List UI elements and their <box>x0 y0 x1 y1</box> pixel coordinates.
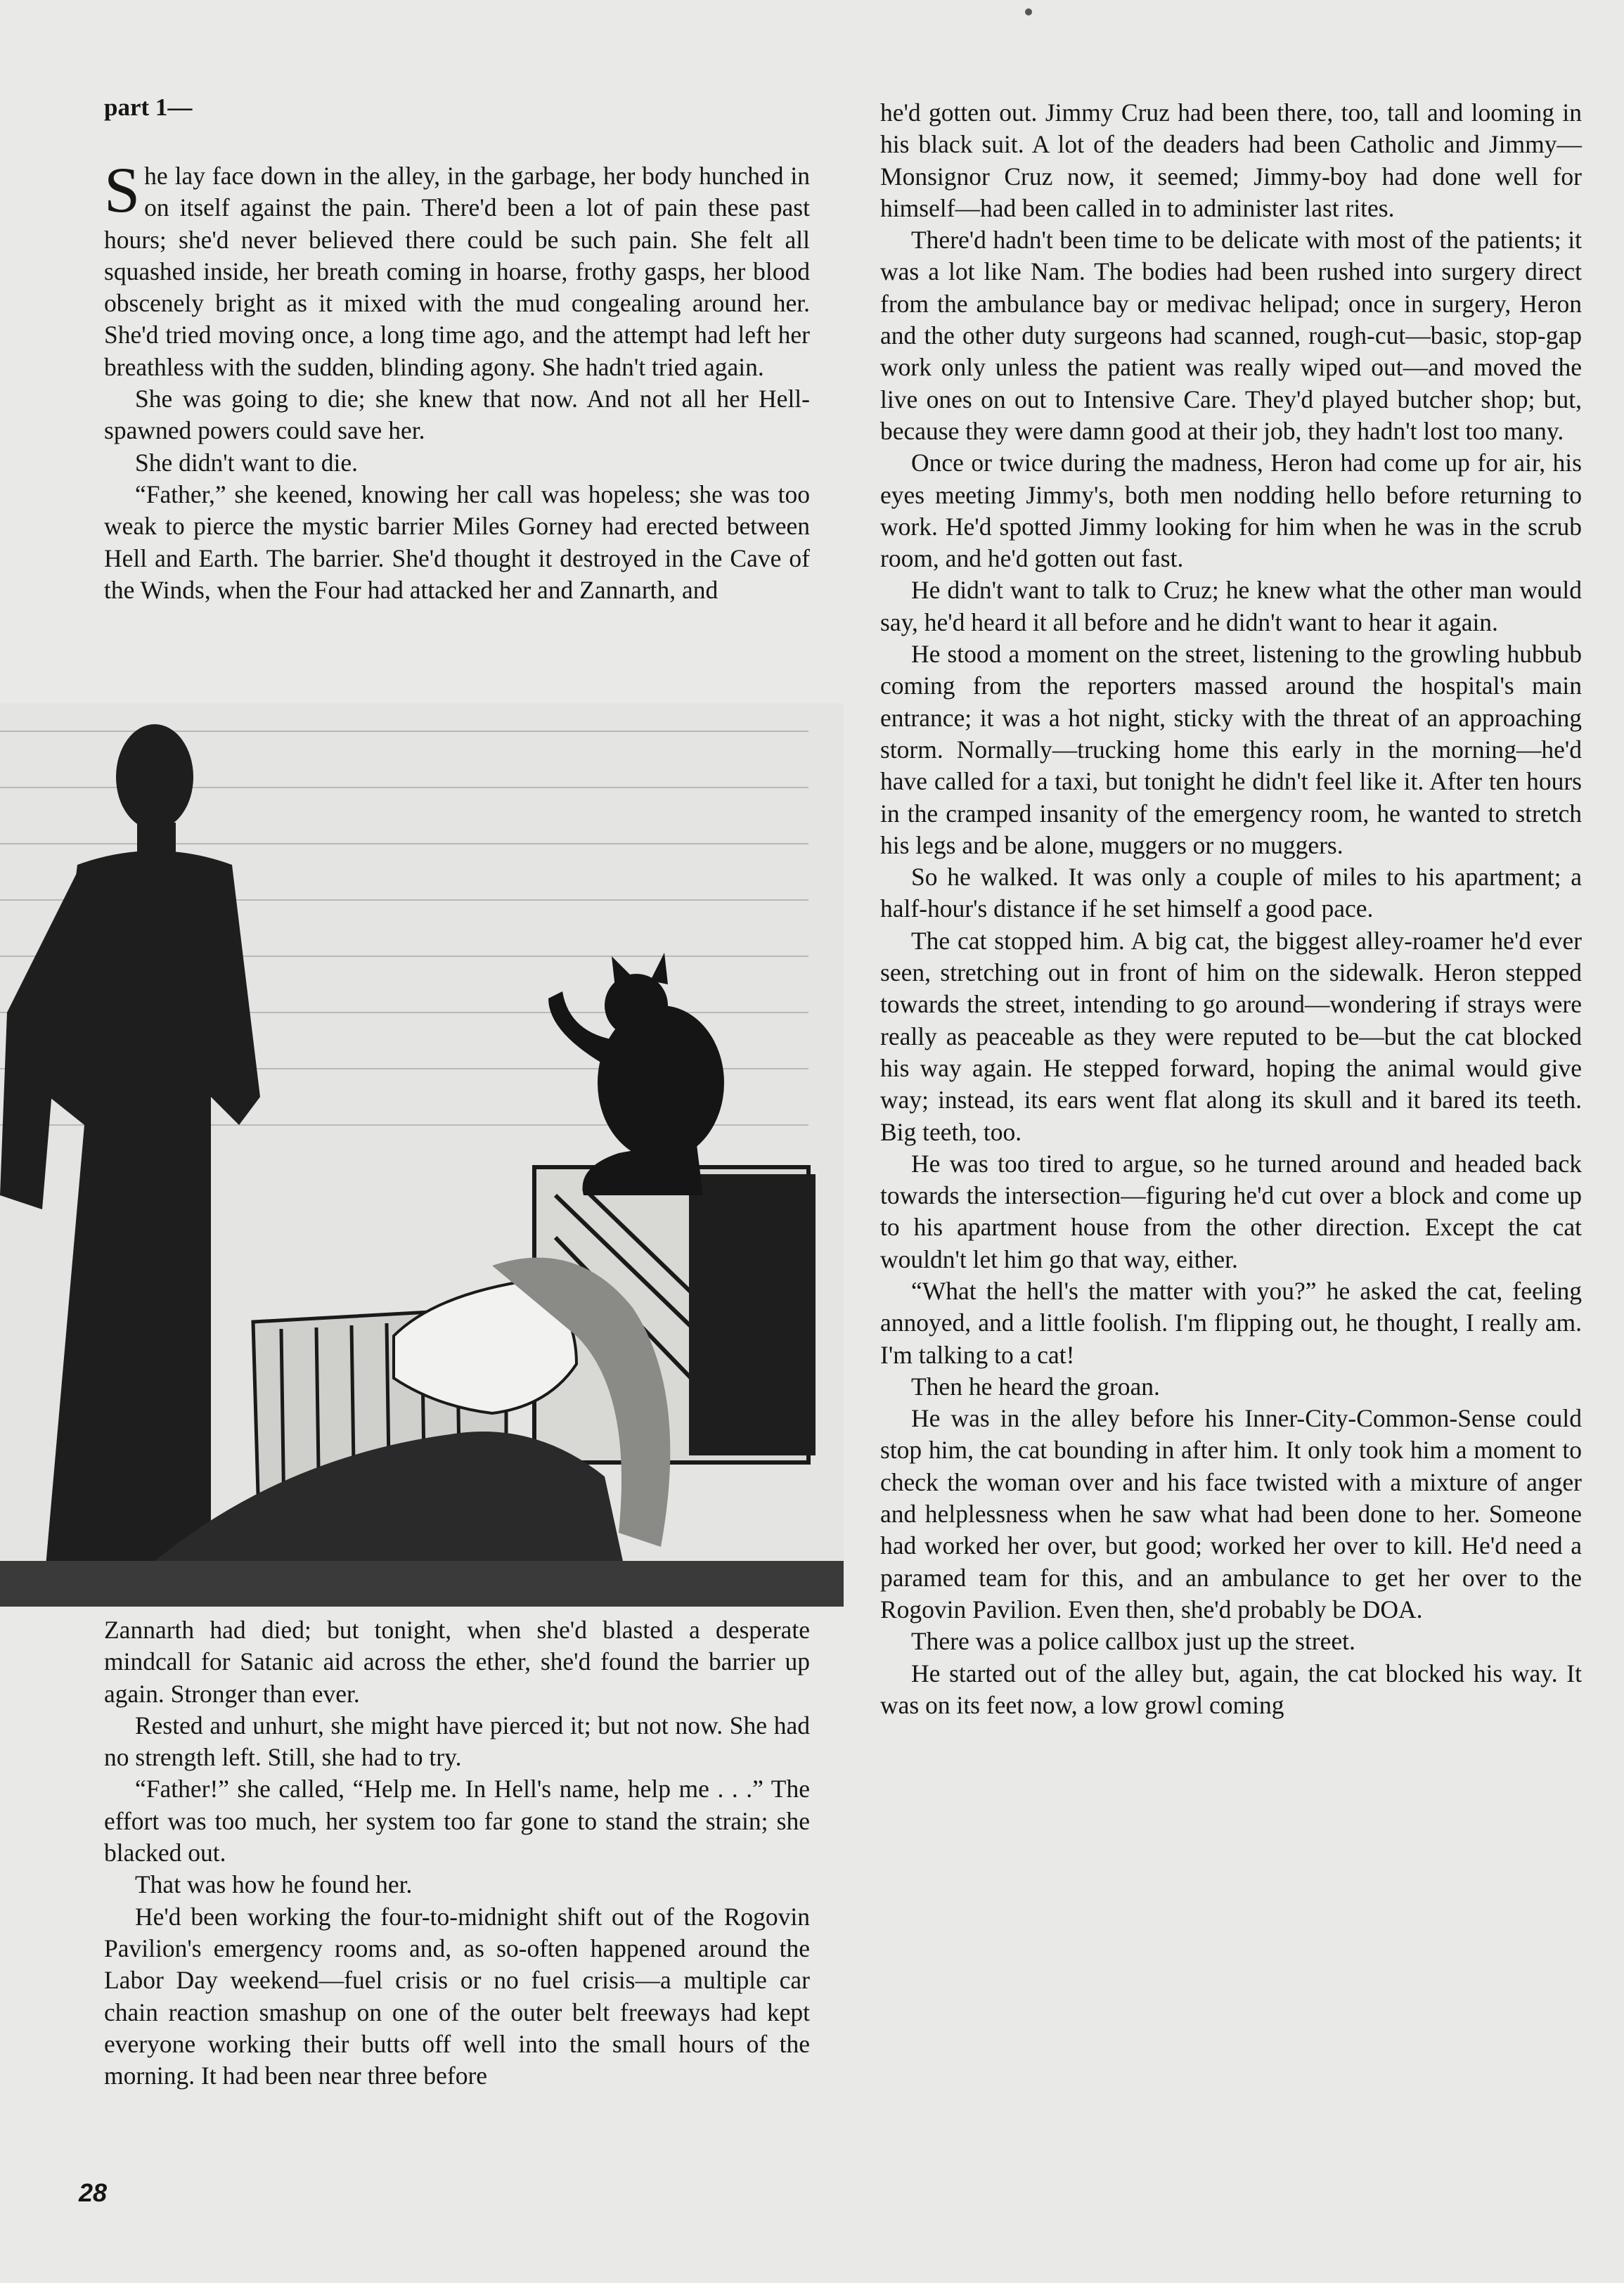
paragraph: He didn't want to talk to Cruz; he knew what the other man would say, he'd heard it all before and he didn't want to hear it again. <box>880 576 1582 636</box>
paragraph: There'd hadn't been time to be delicate with most of the patients; it was a lot like Nam. The bodies had been rushed into surgery direct from the ambulance bay or medivac helipad; once in surgery, Heron and the other duty surgeons had scanned, rough-cut—basic, stop-gap work only unless the patient was really wiped out—and moved the live ones on out to Intensive Care. They'd played butcher shop; but, because they were damn good at their job, they hadn't lost too many. <box>880 226 1582 445</box>
crate-shadow <box>689 1174 816 1455</box>
paragraph: The cat stopped him. A big cat, the biggest alley-roamer he'd ever seen, stretching out in front of him on the sidewalk. Heron stepped towards the street, intending to go around—wondering if strays were really as peaceable as they were reputed to be—but the cat blocked his way again. He stepped forward, hoping the animal would give way; instead, its ears went flat along its skull and it bared its teeth. Big teeth, too. <box>880 926 1582 1146</box>
page-number: 28 <box>79 2178 108 2207</box>
paragraph: He was in the alley before his Inner-City-Common-Sense could stop him, the cat bounding in after him. It only took him a moment to check the woman over and his face twisted with a mixture of anger and helplessness when he saw what had been done to her. Someone had worked her over, but good; worked her over to kill. He'd need a paramed team for this, and an ambulance to get her over to the Rogovin Pavilion. Even then, she'd probably be DOA. <box>880 1404 1582 1623</box>
paragraph: He started out of the alley but, again, the cat blocked his way. It was on its feet now, a low growl coming <box>880 1659 1582 1719</box>
paragraph: “What the hell's the matter with you?” he asked the cat, feeling annoyed, and a little foolish. I'm flipping out, he thought, I really am. I'm talking to a cat! <box>880 1276 1582 1369</box>
left-column-bottom <box>104 1614 810 2092</box>
section-heading: part 1— <box>104 94 193 121</box>
drop-cap: S <box>104 154 141 226</box>
paragraph: Zannarth had died; but tonight, when she'd blasted a desperate mindcall for Satanic aid across the ether, she'd found the barrier up again. Stronger than ever. <box>104 1616 810 1708</box>
ink-speck <box>1025 8 1032 15</box>
opening-text: he lay face down in the alley, in the garbage, her body hunched in on itself against the pain. There'd been a lot of pain these past hours; she'd never believed there could be such pain. She felt all squashed inside, her breath coming in hoarse, frothy gasps, her blood obscenely bright as it mixed with the mud congealing around her. She'd tried moving once, a long time ago, and the attempt had left her breathless with the sudden, blinding agony. She hadn't tried again. <box>104 162 810 381</box>
right-column <box>880 97 1582 1721</box>
paragraph: “Father,” she keened, knowing her call was hopeless; she was too weak to pierce the mystic barrier Miles Gorney had erected between Hell and Earth. The barrier. She'd thought it destroyed in the Cave of the Winds, when the Four had attacked her and Zannarth, and <box>104 480 810 604</box>
paragraph: She didn't want to die. <box>135 448 358 477</box>
paragraph: That was how he found her. <box>135 1870 413 1899</box>
left-column-top <box>104 154 810 606</box>
paragraph: He was too tired to argue, so he turned around and headed back towards the intersection—figuring he'd cut over a block and come up to his apartment house from the other direction. Except the cat wouldn't let him go that way, either. <box>880 1149 1582 1273</box>
paragraph: “Father!” she called, “Help me. In Hell's name, help me . . .” The effort was too much, her system too far gone to stand the strain; she blacked out. <box>104 1775 810 1867</box>
paragraph: he'd gotten out. Jimmy Cruz had been there, too, tall and looming in his black suit. A lot of the deaders had been Catholic and Jimmy—Monsignor Cruz now, it seemed; Jimmy-boy had done well for himself—had been called in to administer last rites. <box>880 98 1582 222</box>
paragraph: Then he heard the groan. <box>911 1372 1160 1401</box>
story-illustration <box>0 703 844 1607</box>
opening-paragraph <box>104 154 810 383</box>
paragraph: Once or twice during the madness, Heron had come up for air, his eyes meeting Jimmy's, both men nodding hello before returning to work. He'd spotted Jimmy looking for him when he was in the scrub room, and he'd gotten out fast. <box>880 449 1582 573</box>
paragraph: So he walked. It was only a couple of miles to his apartment; a half-hour's distance if he set himself a good pace. <box>880 863 1582 923</box>
paragraph: Rested and unhurt, she might have pierced it; but not now. She had no strength left. Still, she had to try. <box>104 1711 810 1772</box>
paragraph: There was a police callbox just up the street. <box>911 1627 1355 1656</box>
paragraph: He stood a moment on the street, listening to the growling hubbub coming from the reporters massed around the hospital's main entrance; it was a hot night, sticky with the threat of an approaching storm. Normally—trucking home this early in the morning—he'd have called for a taxi, but tonight he didn't feel like it. After ten hours in the cramped insanity of the emergency room, he wanted to stretch his legs and be alone, muggers or no muggers. <box>880 640 1582 859</box>
paragraph: He'd been working the four-to-midnight shift out of the Rogovin Pavilion's emergency rooms and, as so-often happened around the Labor Day weekend—fuel crisis or no fuel crisis—a multiple car chain reaction smashup on one of the outer belt freeways had kept everyone working their butts off well into the small hours of the morning. It had been near three before <box>104 1902 810 2090</box>
paragraph: She was going to die; she knew that now. And not all her Hell-spawned powers could save her. <box>104 385 810 445</box>
